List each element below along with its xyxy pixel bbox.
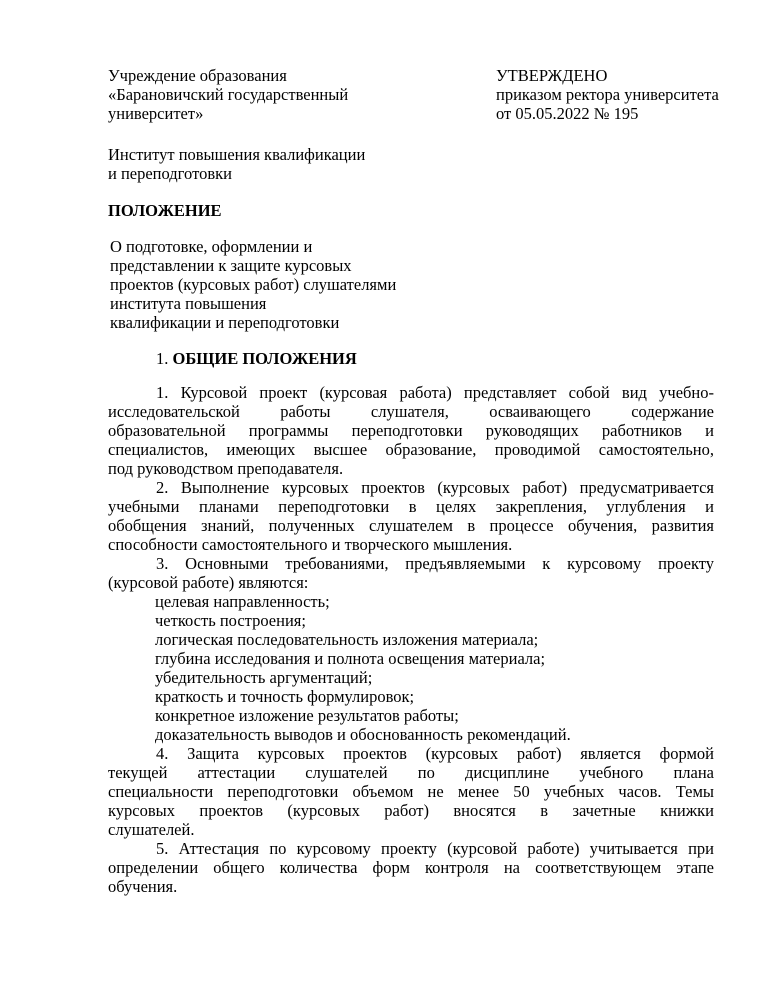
approval-line: УТВЕРЖДЕНО [496, 66, 608, 85]
subject-line: проектов (курсовых работ) слушателями [110, 275, 397, 294]
institute-name [108, 145, 438, 183]
paragraph-line: специалистов, имеющих высшее образование, проводимой самостоятельно, [108, 440, 714, 459]
subject-line: института повышения [110, 294, 267, 313]
approval-line: приказом ректора университета [496, 85, 719, 104]
paragraph-1 [108, 383, 714, 478]
subject-line: квалификации и переподготовки [110, 313, 340, 332]
paragraph-line: 1. Курсовой проект (курсовая работа) представляет собой вид учебно- [156, 383, 714, 402]
institute-line: и переподготовки [108, 164, 232, 183]
document-subject [110, 237, 450, 332]
paragraph-line: (курсовой работе) являются: [108, 573, 309, 592]
list-item: логическая последовательность изложения материала; [155, 630, 539, 649]
list-item: доказательность выводов и обоснованность рекомендаций. [155, 725, 571, 744]
paragraph-line: специальности переподготовки объемом не менее 50 учебных часов. Темы [108, 782, 714, 801]
paragraph-line: обобщения знаний, полученных слушателем в процессе обучения, развития [108, 516, 714, 535]
paragraph-line: 4. Защита курсовых проектов (курсовых работ) является формой [156, 744, 714, 763]
institution-line: Учреждение образования [108, 66, 287, 85]
paragraph-4 [108, 744, 714, 839]
paragraph-line: определении общего количества форм контроля на соответствующем этапе [108, 858, 714, 877]
institution-header [108, 66, 438, 123]
paragraph-line: способности самостоятельного и творческого мышления. [108, 535, 513, 554]
list-item: краткость и точность формулировок; [155, 687, 415, 706]
paragraph-line: учебными планами переподготовки в целях закрепления, углубления и [108, 497, 714, 516]
paragraph-line: исследовательской работы слушателя, осваивающего содержание [108, 402, 714, 421]
paragraph-5 [108, 839, 714, 896]
paragraph-line: 5. Аттестация по курсовому проекту (курсовой работе) учитывается при [156, 839, 714, 858]
paragraph-line: образовательной программы переподготовки руководящих работников и [108, 421, 714, 440]
approval-line: от 05.05.2022 № 195 [496, 104, 639, 123]
section-heading [156, 349, 357, 368]
approval-stamp [496, 66, 756, 123]
section-title: ОБЩИЕ ПОЛОЖЕНИЯ [172, 349, 357, 368]
list-item: четкость построения; [155, 611, 306, 630]
list-item: конкретное изложение результатов работы; [155, 706, 459, 725]
subject-line: представлении к защите курсовых [110, 256, 352, 275]
paragraph-line: под руководством преподавателя. [108, 459, 344, 478]
institute-line: Институт повышения квалификации [108, 145, 366, 164]
list-item: целевая направленность; [155, 592, 330, 611]
paragraph-line: слушателей. [108, 820, 195, 839]
paragraph-line: текущей аттестации слушателей по дисциплине учебного плана [108, 763, 714, 782]
institution-line: университет» [108, 104, 204, 123]
list-item: убедительность аргументаций; [155, 668, 373, 687]
list-item: глубина исследования и полнота освещения материала; [155, 649, 546, 668]
paragraph-3 [108, 554, 714, 592]
requirements-list [108, 592, 714, 744]
paragraph-2 [108, 478, 714, 554]
document-title: ПОЛОЖЕНИЕ [108, 201, 222, 220]
paragraph-line: обучения. [108, 877, 178, 896]
subject-line: О подготовке, оформлении и [110, 237, 313, 256]
paragraph-line: 3. Основными требованиями, предъявляемыми к курсовому проекту [156, 554, 714, 573]
section-number: 1. [156, 349, 173, 368]
paragraph-line: курсовых проектов (курсовых работ) вносятся в зачетные книжки [108, 801, 714, 820]
document-body [108, 383, 714, 896]
paragraph-line: 2. Выполнение курсовых проектов (курсовых работ) предусматривается [156, 478, 714, 497]
institution-line: «Барановичский государственный [108, 85, 349, 104]
